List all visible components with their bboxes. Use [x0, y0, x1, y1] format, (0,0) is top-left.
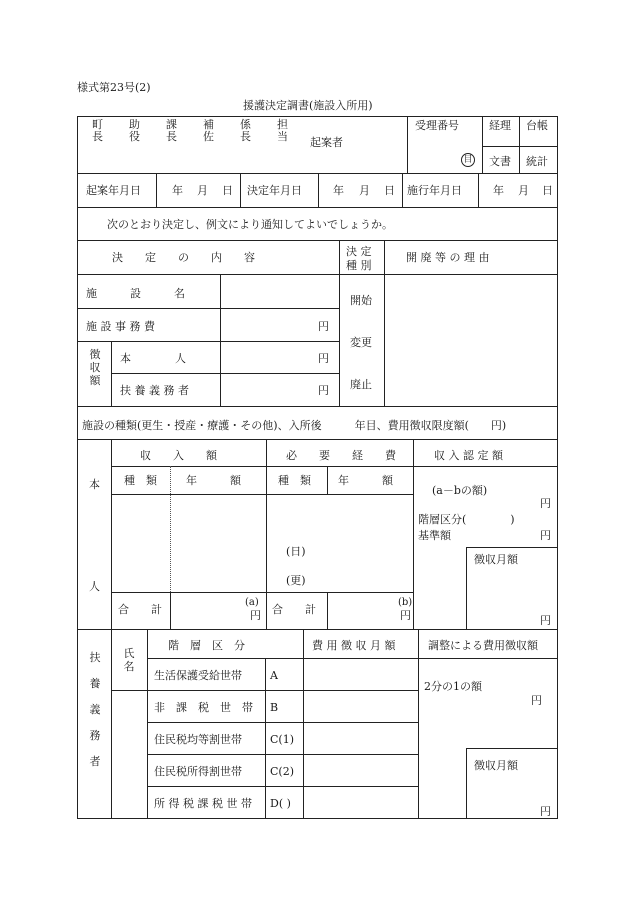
income-total-label: 合 計	[118, 603, 162, 616]
tier-name: 住民税均等割世帯	[154, 733, 242, 746]
obligor-monthly-collection-label: 徴収月額	[474, 759, 518, 772]
obligor-monthly-collection-yen: 円	[540, 805, 551, 818]
expense-total-yen: 円	[400, 609, 411, 622]
a-minus-b-label: (a－bの額)	[432, 484, 488, 497]
effective-date-label: 施行年月日	[407, 184, 462, 197]
approval-chief-2: 長	[166, 130, 177, 143]
accounting-label: 経理	[489, 119, 511, 132]
base-amount-yen: 円	[540, 529, 551, 542]
type-header-2: 種 別	[346, 259, 372, 272]
monthly-cost-header: 費 用 徴 収 月 額	[312, 639, 396, 652]
facility-name-label: 施 設 名	[86, 287, 185, 300]
tier-code: A	[270, 669, 278, 682]
start-label: 開始	[350, 294, 372, 307]
decision-date-label: 決定年月日	[247, 184, 302, 197]
decision-month: 月	[359, 184, 370, 197]
person-label-top: 本	[89, 478, 100, 491]
page-title: 援護決定調書(施設入所用)	[243, 99, 373, 112]
tier-name: 所 得 税 課 税 世 帯	[154, 797, 252, 810]
statistics-label: 統計	[526, 155, 548, 168]
half-amount-yen: 円	[531, 694, 542, 707]
effective-month: 月	[518, 184, 529, 197]
income-annual-label: 年 額	[186, 474, 241, 487]
name-vertical-label: 氏名	[123, 647, 135, 673]
tier-name: 生活保護受給世帯	[154, 669, 242, 682]
notice-text: 次のとおり決定し、例文により通知してよいでしょうか。	[107, 218, 393, 231]
person-monthly-collection-yen: 円	[540, 614, 551, 627]
obligor-vertical-label: 扶養義務者	[89, 651, 101, 768]
approval-mayor-2: 長	[92, 130, 103, 143]
facility-cost-yen: 円	[318, 320, 329, 333]
income-kind-label: 種 類	[124, 474, 157, 487]
ledger-label: 台帳	[526, 119, 548, 132]
tier-code: C(1)	[270, 733, 294, 746]
document-label: 文書	[489, 155, 511, 168]
effective-day: 日	[542, 184, 553, 197]
approval-charge-1: 担	[277, 118, 288, 131]
approval-chief-1: 課	[166, 118, 177, 131]
tier-name: 住民税所得割世帯	[154, 765, 242, 778]
change-label: 変更	[350, 336, 372, 349]
approval-assistant-2: 佐	[203, 130, 214, 143]
recognized-header: 収 入 認 定 額	[434, 449, 503, 462]
tier-code: B	[270, 701, 279, 714]
person-label-bottom: 人	[89, 580, 100, 593]
expense-annual-label: 年 額	[338, 474, 393, 487]
expense-header: 必 要 経 費	[286, 449, 396, 462]
approval-assistant-1: 補	[203, 118, 214, 131]
tier-code: D( )	[270, 797, 291, 810]
half-amount-label: 2分の1の額	[424, 680, 482, 693]
tier-name: 非 課 税 世 帯	[154, 701, 253, 714]
draft-day: 日	[222, 184, 233, 197]
tier-class-label: 階層区分( )	[418, 513, 515, 526]
income-header: 収 入 額	[140, 449, 217, 462]
approval-deputy-2: 役	[129, 130, 140, 143]
abolish-label: 廃止	[350, 378, 372, 391]
income-total-yen: 円	[250, 609, 261, 622]
approval-section-chief-2: 長	[240, 130, 251, 143]
person-monthly-collection-label: 徴収月額	[474, 553, 518, 566]
draft-date-label: 起案年月日	[86, 184, 141, 197]
obligor-label: 扶 養 義 務 者	[120, 384, 189, 397]
stamp-mark: 目	[461, 153, 475, 167]
facility-type-line: 施設の種類(更生・授産・療護・その他)、入所後 年目、費用徴収限度額( 円)	[82, 419, 507, 432]
tier-code: C(2)	[270, 765, 294, 778]
draft-year: 年	[172, 184, 183, 197]
collection-vertical-label: 徴収額	[89, 348, 101, 387]
a-minus-b-yen: 円	[540, 497, 551, 510]
drafter-label: 起案者	[310, 136, 343, 149]
monthly-mark: (更)	[286, 574, 306, 587]
decision-year: 年	[333, 184, 344, 197]
approval-deputy-1: 助	[129, 118, 140, 131]
content-header: 決 定 の 内 容	[112, 251, 255, 264]
reception-number-label: 受理番号	[415, 119, 459, 132]
expense-total-label: 合 計	[272, 603, 316, 616]
approval-charge-2: 当	[277, 130, 288, 143]
facility-cost-label: 施 設 事 務 費	[86, 320, 155, 333]
approval-section-chief-1: 係	[240, 118, 251, 131]
tier-header: 階 層 区 分	[168, 639, 245, 652]
self-label: 本 人	[120, 352, 186, 365]
draft-month: 月	[197, 184, 208, 197]
form-number: 様式第23号(2)	[77, 81, 151, 94]
self-yen: 円	[318, 352, 329, 365]
decision-day: 日	[384, 184, 395, 197]
income-a-mark: (a)	[245, 597, 259, 608]
adjusted-header: 調整による費用徴収額	[428, 639, 538, 652]
daily-mark: (日)	[286, 545, 306, 558]
reason-header: 開 廃 等 の 理 由	[406, 251, 490, 264]
effective-year: 年	[493, 184, 504, 197]
expense-kind-label: 種 類	[278, 474, 311, 487]
approval-mayor-1: 町	[92, 118, 103, 131]
expense-b-mark: (b)	[398, 597, 413, 608]
obligor-yen: 円	[318, 384, 329, 397]
base-amount-label: 基準額	[418, 529, 451, 542]
type-header-1: 決 定	[346, 245, 372, 258]
